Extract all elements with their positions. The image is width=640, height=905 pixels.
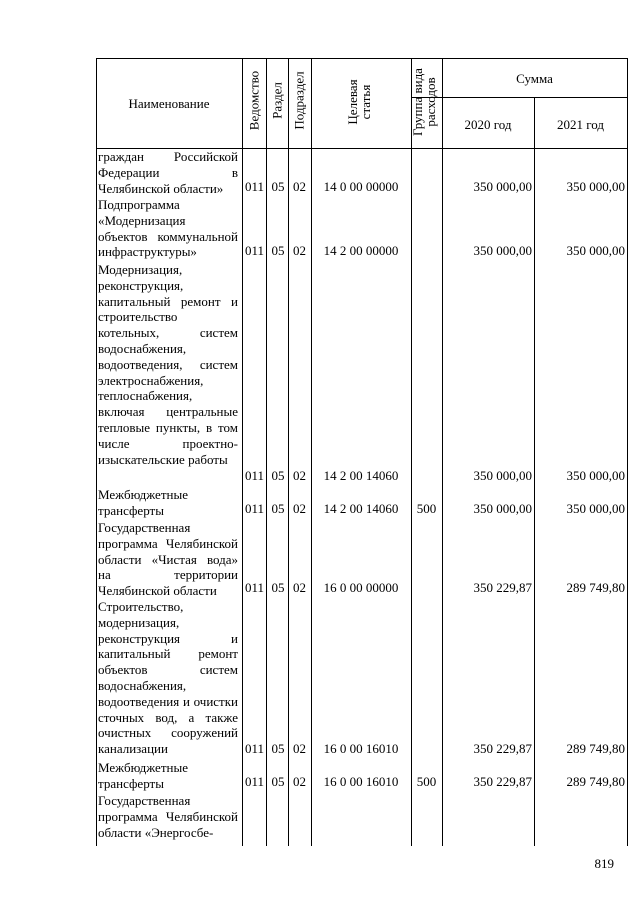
vedomstvo-cell: 011 <box>244 501 265 516</box>
razdel-cell: 05 <box>271 501 285 516</box>
col-border <box>442 58 443 846</box>
target-cell: 14 2 00 14060 <box>323 501 399 516</box>
header-group-line1: Группа вида <box>410 68 425 136</box>
sum-2021-cell: 350 000,00 <box>566 179 625 194</box>
header-group-line2: расходов <box>423 77 438 127</box>
razdel-cell: 05 <box>271 580 285 595</box>
target-cell: 14 2 00 14060 <box>323 468 399 483</box>
name-cell: Подпрограмма «Модернизация объектов коммунальной инфраструктуры» <box>98 197 238 260</box>
podrazdel-cell: 02 <box>293 468 306 483</box>
header-sum: Сумма <box>516 71 553 86</box>
sum-2020-cell: 350 229,87 <box>473 774 532 789</box>
header-podrazdel: Подраздел <box>291 71 307 130</box>
name-cell: Межбюджетные трансферты <box>98 487 188 518</box>
vedomstvo-cell: 011 <box>244 774 265 789</box>
col-border <box>311 58 312 846</box>
header-2021: 2021 год <box>557 117 604 132</box>
col-border <box>411 58 412 846</box>
podrazdel-cell: 02 <box>293 741 306 756</box>
col-border <box>627 58 628 846</box>
target-cell: 14 2 00 00000 <box>323 243 399 258</box>
sum-2021-cell: 289 749,80 <box>566 580 625 595</box>
sum-2020-cell: 350 000,00 <box>473 501 532 516</box>
name-cell: Государственная программа Челябинской области «Чистая вода» на территории Челябинской области <box>98 520 238 599</box>
header-2020: 2020 год <box>464 117 512 132</box>
sum-divider <box>411 97 627 98</box>
col-border <box>266 58 267 846</box>
sum-2020-cell: 350 229,87 <box>473 741 532 756</box>
sum-2020-cell: 350 000,00 <box>473 243 532 258</box>
header-razdel: Раздел <box>269 82 285 119</box>
group-cell: 500 <box>416 501 437 516</box>
vedomstvo-cell: 011 <box>244 580 265 595</box>
name-cell: Строительство, модернизация, реконструкция и капитальный ремонт объектов систем водоснабжения, водоотведения и очистки сточных вод, а также очистных сооружений канализации <box>98 599 238 757</box>
page-number: 819 <box>594 856 614 871</box>
sum-2021-cell: 289 749,80 <box>566 741 625 756</box>
podrazdel-cell: 02 <box>293 179 306 194</box>
podrazdel-cell: 02 <box>293 501 306 516</box>
header-name: Наименование <box>128 96 210 111</box>
vedomstvo-cell: 011 <box>244 468 265 483</box>
name-cell: Государственная программа Челябинской области «Энергосбе- <box>98 793 238 840</box>
sum-2020-cell: 350 000,00 <box>473 179 532 194</box>
vedomstvo-cell: 011 <box>244 179 265 194</box>
name-cell: Модернизация, реконструкция, капитальный ремонт и строительство котельных, систем водоснабжения, водоотведения, систем электроснабжения, теплоснабжения, включая центральные тепловые пункты, в том числе проектно-изыскательские работы <box>98 262 238 467</box>
target-cell: 16 0 00 16010 <box>323 774 399 789</box>
podrazdel-cell: 02 <box>293 580 306 595</box>
name-cell: граждан Российской Федерации в Челябинской области» <box>98 149 238 196</box>
razdel-cell: 05 <box>271 774 285 789</box>
header-group <box>411 52 441 152</box>
header-target-line2: статья <box>358 84 373 120</box>
vedomstvo-cell: 011 <box>244 243 265 258</box>
razdel-cell: 05 <box>271 468 285 483</box>
target-cell: 16 0 00 16010 <box>323 741 399 756</box>
sum-2020-cell: 350 229,87 <box>473 580 532 595</box>
sum-2021-cell: 350 000,00 <box>566 501 625 516</box>
col-border <box>242 58 243 846</box>
col-border <box>288 58 289 846</box>
razdel-cell: 05 <box>271 243 285 258</box>
sum-2020-cell: 350 000,00 <box>473 468 532 483</box>
razdel-cell: 05 <box>271 179 285 194</box>
vedomstvo-cell: 011 <box>244 741 265 756</box>
podrazdel-cell: 02 <box>293 243 306 258</box>
podrazdel-cell: 02 <box>293 774 306 789</box>
target-cell: 14 0 00 00000 <box>323 179 399 194</box>
target-cell: 16 0 00 00000 <box>323 580 399 595</box>
header-target-line1: Целевая <box>345 79 360 125</box>
razdel-cell: 05 <box>271 741 285 756</box>
group-cell: 500 <box>416 774 437 789</box>
col-border <box>96 58 97 846</box>
name-cell: Межбюджетные трансферты <box>98 760 188 791</box>
sum-2021-cell: 350 000,00 <box>566 468 625 483</box>
header-target <box>346 52 376 152</box>
sum-2021-cell: 350 000,00 <box>566 243 625 258</box>
header-vedomstvo: Ведомство <box>246 70 262 131</box>
sum-2021-cell: 289 749,80 <box>566 774 625 789</box>
